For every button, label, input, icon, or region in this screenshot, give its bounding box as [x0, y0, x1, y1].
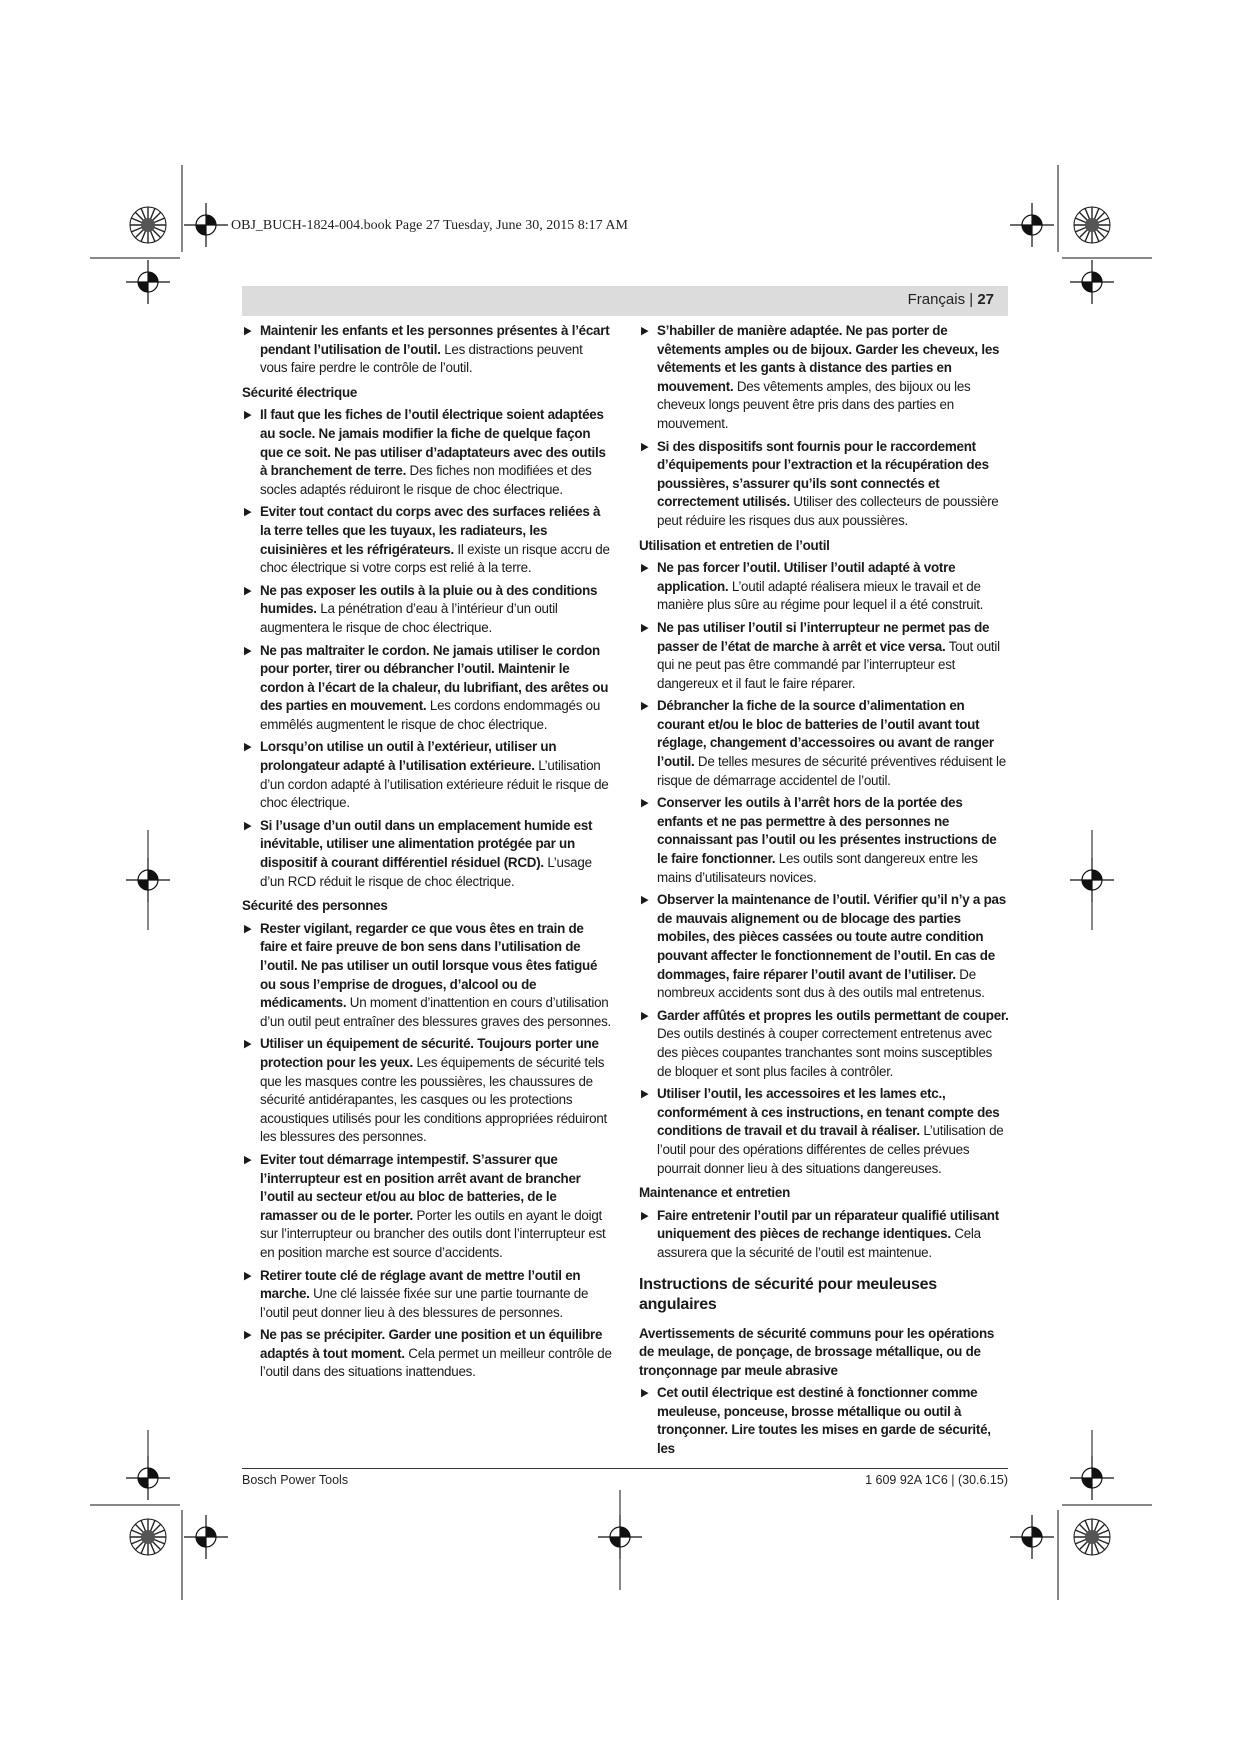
item-bold-text: Observer la maintenance de l’outil. Vérifier qu’il n’y a pas de mauvais alignement ou de blocage des parties mobiles, des pièces cassées ou toute autre condition pouvant affecter le fonctionnement de l’outil. En cas de dommages, faire réparer l’outil avant de l’utiliser. [657, 892, 1006, 982]
left-column [242, 322, 612, 1386]
item-bold-text: Ne pas exposer les outils à la pluie ou à des conditions humides. [260, 582, 598, 617]
bullet-arrow-icon: ▶ [244, 741, 252, 754]
registration-cross-mark [184, 203, 228, 247]
list-item [242, 582, 612, 638]
item-bold-text: Retirer toute clé de réglage avant de mettre l’outil en marche. [260, 1267, 581, 1302]
bullet-arrow-icon: ▶ [641, 325, 649, 337]
item-bold-text: Ne pas utiliser l’outil si l’interrupteur ne permet pas de passer de l’état de marche à arrêt et vice versa. [657, 619, 990, 654]
list-item [639, 559, 1009, 615]
section-heading: Sécurité électrique [242, 384, 358, 400]
item-bold-text: Garder affûtés et propres les outils permettant de couper. [657, 1007, 1009, 1023]
registration-cross-mark [184, 1515, 228, 1559]
bullet-arrow-icon: ▶ [244, 506, 252, 519]
item-text: Des outils destinés à couper correctement entretenus avec des pièces coupantes tranchantes sont moins susceptibles de bloquer et sont plus faciles à contrôler. [657, 1026, 993, 1079]
item-bold-text: Eviter tout contact du corps avec des surfaces reliées à la terre telles que les tuyaux, les radiateurs, les cuisinières et les réfrigérateurs. [260, 504, 601, 557]
item-text: L’utilisation d’un cordon adapté à l’utilisation extérieure réduit le risque de choc électrique. [260, 758, 609, 811]
item-bold-text: Utiliser l’outil, les accessoires et les lames etc., conformément à ces instructions, en tenant compte des conditions de travail et du travail à réaliser. [657, 1086, 1000, 1139]
bullet-arrow-icon: ▶ [641, 700, 649, 713]
bullet-arrow-icon: ▶ [244, 325, 252, 337]
footer-document-code: 1 609 92A 1C6 | (30.6.15) [865, 1473, 1008, 1487]
list-item [639, 1007, 1009, 1081]
list-item [242, 1267, 612, 1323]
list-item [242, 920, 612, 1032]
list-item [639, 697, 1009, 790]
list-item [242, 817, 612, 891]
list-item [639, 322, 1009, 434]
bullet-arrow-icon: ▶ [244, 1329, 252, 1342]
item-text: Une clé laissée fixée sur une partie tournante de l’outil peut donner lieu à des blessures de personnes. [260, 1286, 589, 1320]
bullet-arrow-icon: ▶ [641, 797, 649, 810]
list-item [639, 891, 1009, 1003]
item-text: Tout outil qui ne peut pas être commandé par l’interrupteur est dangereux et il faut le faire réparer. [657, 638, 1000, 691]
bullet-arrow-icon: ▶ [641, 894, 649, 907]
bullet-arrow-icon: ▶ [244, 922, 252, 935]
registration-cross-mark [1010, 1515, 1054, 1559]
footer-brand: Bosch Power Tools [242, 1473, 349, 1487]
header-language: Français | [907, 291, 978, 308]
list-item [639, 1384, 1009, 1458]
item-bold-text: Rester vigilant, regarder ce que vous êtes en train de faire et faire preuve de bon sens dans l’utilisation de l’outil. Ne pas utiliser un outil lorsque vous êtes fatigué ou sous l’emprise de drogues, d’alcool ou de médicaments. [260, 920, 598, 1011]
list-item [242, 738, 612, 812]
item-text: De telles mesures de sécurité préventives réduisent le risque de démarrage accidentel de l’outil. [657, 754, 1006, 788]
item-bold-text: Ne pas se précipiter. Garder une position et un équilibre adaptés à tout moment. [260, 1327, 603, 1361]
item-bold-text: Utiliser un équipement de sécurité. Toujours porter une protection pour les yeux. [260, 1036, 599, 1070]
item-bold-text: Ne pas maltraiter le cordon. Ne jamais utiliser le cordon pour porter, tirer ou débrancher l’outil. Maintenir le cordon à l’écart de la chaleur, du lubrifiant, des arêtes ou des parties en mouvement. [260, 642, 609, 714]
item-text: Cela assurera que la sécurité de l’outil est maintenue. [657, 1226, 981, 1260]
list-item [242, 1035, 612, 1147]
item-text: Des vêtements amples, des bijoux ou les cheveux longs peuvent être pris dans des parties en mouvement. [657, 378, 971, 431]
item-bold-text: S’habiller de manière adaptée. Ne pas porter de vêtements amples ou de bijoux. Garder les cheveux, les vêtements et les gants à distance des parties en mouvement. [657, 323, 1000, 394]
item-text: Il existe un risque accru de choc électrique si votre corps est relié à la terre. [260, 541, 610, 576]
list-item [242, 406, 612, 499]
bullet-arrow-icon: ▶ [641, 562, 649, 575]
right-column [639, 322, 1009, 1463]
list-item [639, 794, 1009, 887]
item-bold-text: Lorsqu’on utilise un outil à l’extérieur, utiliser un prolongateur adapté à l’utilisation extérieure. [260, 739, 557, 774]
item-text: Les outils sont dangereux entre les mains d’utilisateurs novices. [657, 851, 978, 885]
bullet-arrow-icon: ▶ [244, 1269, 252, 1282]
bullet-arrow-icon: ▶ [641, 1009, 649, 1022]
registration-star-mark [130, 207, 166, 243]
warning-heading: Avertissements de sécurité communs pour les opérations de meulage, de ponçage, de brossage métallique, ou de tronçonnage par meule abrasive [639, 1325, 995, 1378]
bullet-arrow-icon: ▶ [244, 584, 252, 597]
bullet-arrow-icon: ▶ [244, 819, 252, 832]
item-text: Un moment d’inattention en cours d’utilisation d’un outil peut entraîner des blessures graves des personnes. [260, 995, 611, 1029]
item-text: Porter les outils en ayant le doigt sur l’interrupteur ou brancher des outils dont l’interrupteur est en position marche est source d’accidents. [260, 1207, 606, 1260]
book-info-line: OBJ_BUCH-1824-004.book Page 27 Tuesday, June 30, 2015 8:17 AM [231, 218, 628, 233]
bullet-arrow-icon: ▶ [641, 621, 649, 634]
item-text: L’utilisation de l’outil pour des opérations différentes de celles prévues pourrait donner lieu à des situations dangereuses. [657, 1123, 1004, 1176]
list-item [242, 503, 612, 577]
item-bold-text: Si l’usage d’un outil dans un emplacement humide est inévitable, utiliser une alimentation protégée par un dispositif à courant différentiel résiduel (RCD). [260, 817, 593, 871]
bullet-arrow-icon: ▶ [641, 440, 649, 453]
list-item [639, 1207, 1009, 1263]
item-text: La pénétration d’eau à l’intérieur d’un outil augmentera le risque de choc électrique. [260, 601, 558, 635]
registration-cross-mark [1010, 203, 1054, 247]
bullet-arrow-icon: ▶ [244, 644, 252, 657]
registration-star-mark [1074, 207, 1110, 243]
item-text: Les cordons endommagés ou emmêlés augmentent le risque de choc électrique. [260, 698, 601, 732]
section-heading: Utilisation et entretien de l’outil [639, 537, 830, 553]
item-bold-text: Faire entretenir l’outil par un réparateur qualifié utilisant uniquement des pièces de rechange identiques. [657, 1207, 999, 1242]
registration-cross-mark [1070, 260, 1114, 304]
item-text: Des fiches non modifiées et des socles adaptés réduiront le risque de choc électrique. [260, 463, 592, 497]
registration-cross-mark [1070, 858, 1114, 902]
bullet-arrow-icon: ▶ [641, 1088, 649, 1101]
bullet-arrow-icon: ▶ [244, 409, 252, 422]
registration-cross-mark [126, 858, 170, 902]
item-text: L’outil adapté réalisera mieux le travail et de manière plus sûre au régime pour lequel il a été construit. [657, 578, 984, 613]
registration-star-mark [130, 1519, 166, 1555]
list-item [242, 642, 612, 735]
bullet-arrow-icon: ▶ [244, 1153, 252, 1166]
list-item [242, 1151, 612, 1263]
item-bold-text: Il faut que les fiches de l’outil électrique soient adaptées au socle. Ne jamais modifier la fiche de quelque façon que ce soit. Ne pas utiliser d’adaptateurs avec des outils à branchement de terre. [260, 407, 606, 479]
item-bold-text: Si des dispositifs sont fournis pour le raccordement d’équipements pour l’extraction et la récupération des poussières, s’assurer qu’ils sont connectés et correctement utilisés. [657, 438, 989, 510]
item-bold-text: Maintenir les enfants et les personnes présentes à l’écart pendant l’utilisation de l’outil. [260, 323, 610, 357]
item-bold-text: Conserver les outils à l’arrêt hors de la portée des enfants et ne pas permettre à des personnes ne connaissant pas l’outil ou les présentes instructions de le faire fonctionner. [657, 795, 997, 867]
list-item [242, 1326, 612, 1382]
item-bold-text: Eviter tout démarrage intempestif. S’assurer que l’interrupteur est en position arrêt avant de brancher l’outil au secteur et/ou au bloc de batteries, de le ramasser ou de le porter. [260, 1151, 581, 1223]
item-text: De nombreux accidents sont dus à des outils mal entretenus. [657, 966, 985, 1001]
header-text [908, 291, 994, 308]
bullet-arrow-icon: ▶ [244, 1038, 252, 1051]
list-item [639, 1085, 1009, 1178]
bullet-arrow-icon: ▶ [641, 1209, 649, 1222]
section-title: Instructions de sécurité pour meuleuses angulaires [639, 1275, 937, 1313]
list-item [639, 619, 1009, 693]
page-header [242, 286, 1008, 316]
item-text: Utiliser des collecteurs de poussière peut réduire les risques dus aux poussières. [657, 494, 999, 528]
item-text: L’usage d’un RCD réduit le risque de choc électrique. [260, 855, 592, 889]
item-text: Les distractions peuvent vous faire perdre le contrôle de l’outil. [260, 341, 583, 376]
registration-cross-mark [126, 1456, 170, 1500]
page-number: 27 [977, 291, 994, 308]
bullet-arrow-icon: ▶ [641, 1387, 649, 1400]
registration-cross-mark [1070, 1456, 1114, 1500]
list-item [639, 438, 1009, 531]
item-bold-text: Cet outil électrique est destiné à fonctionner comme meuleuse, ponceuse, brosse métallique ou outil à tronçonner. Lire toutes les mises en garde de sécurité, les [657, 1385, 991, 1457]
registration-star-mark [1074, 1519, 1110, 1555]
item-bold-text: Ne pas forcer l’outil. Utiliser l’outil adapté à votre application. [657, 560, 956, 594]
section-heading: Maintenance et entretien [639, 1185, 791, 1201]
item-bold-text: Débrancher la fiche de la source d’alimentation en courant et/ou le bloc de batteries de l’outil avant tout réglage, changement d’accessoires ou avant de ranger l’outil. [657, 698, 994, 770]
item-text: Cela permet un meilleur contrôle de l’outil dans des situations inattendues. [260, 1345, 612, 1380]
registration-cross-mark [126, 260, 170, 304]
footer-divider [242, 1468, 1008, 1469]
section-heading: Sécurité des personnes [242, 898, 388, 914]
item-text: Les équipements de sécurité tels que les masques contre les poussières, les chaussures de sécurité antidérapantes, les casques ou les protections acoustiques utilisés pour les conditions appropriées réduiront les blessures des personnes. [260, 1054, 608, 1145]
list-item [242, 322, 612, 378]
